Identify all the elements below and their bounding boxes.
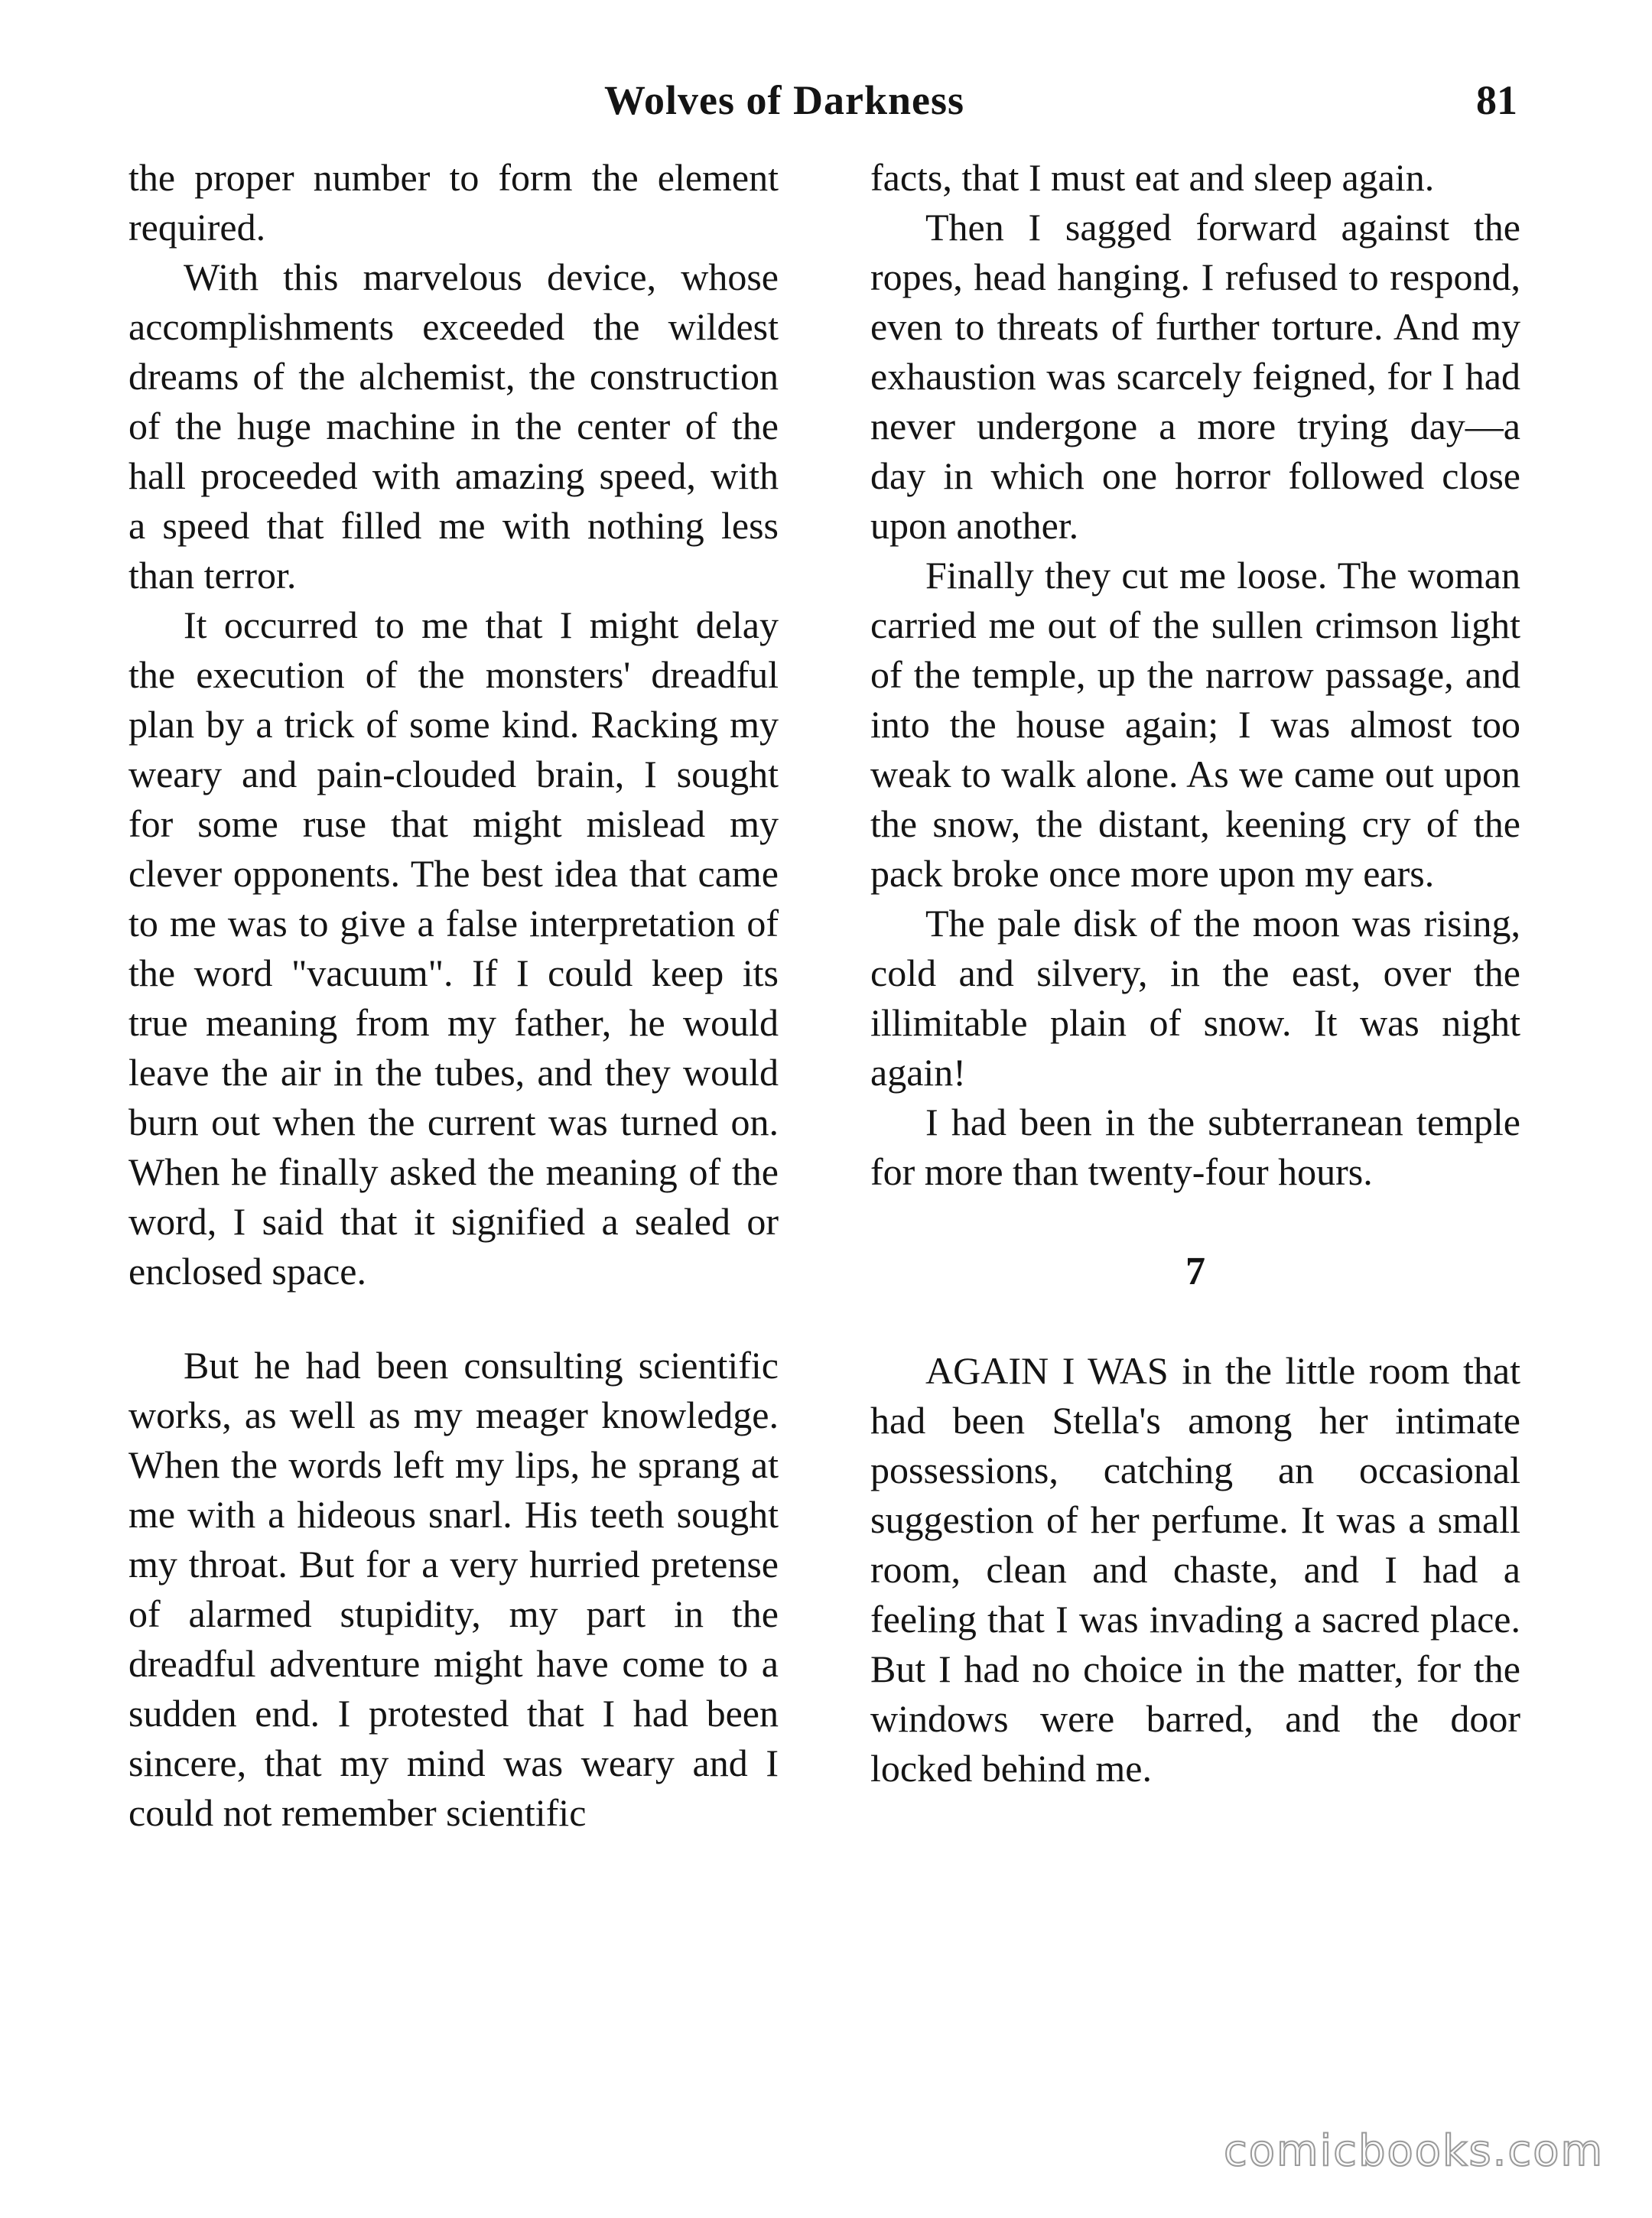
paragraph: With this marvelous device, whose accomplishments exceeded the wildest dreams of the alchemist, the construction of the huge machine in the center of the hall proceeded with amazing speed, with a speed that filled me with nothing less than terror. [128, 255, 779, 597]
running-title: Wolves of Darkness [604, 77, 965, 123]
paragraph: Then I sagged forward against the ropes, head hanging. I refused to respond, even to threats of further torture. And my exhaustion was scarcely feigned, for I had never undergone a more trying day—a day in which one horror followed close upon another. [870, 206, 1520, 547]
page-number: 81 [1476, 77, 1517, 123]
left-column [128, 153, 779, 1838]
paragraph: It occurred to me that I might delay the execution of the monsters' dreadful plan by a trick of some kind. Racking my weary and pain-clouded brain, I sought for some ruse that might mislead my clever opponents. The best idea that came to me was to give a false interpretation of the word "vacuum". If I could keep its true meaning from my father, he would leave the air in the tubes, and they would burn out when the current was turned on. When he finally asked the meaning of the word, I said that it signified a sealed or enclosed space. [128, 603, 779, 1293]
paragraph: I had been in the subterranean temple for more than twenty-four hours. [870, 1101, 1520, 1193]
watermark: comicbooks.com [1224, 2126, 1605, 2176]
paragraph: The pale disk of the moon was rising, cold and silvery, in the east, over the illimitable plain of snow. It was night again! [870, 902, 1520, 1094]
paragraph: facts, that I must eat and sleep again. [870, 156, 1435, 199]
chapter-opening-paragraph: AGAIN I WAS in the little room that had been Stella's among her intimate possessions, catching an occasional suggestion of her perfume. It was a small room, clean and chaste, and I had a feeling that I was invading a sacred place. But I had no choice in the matter, for the windows were barred, and the door locked behind me. [870, 1349, 1520, 1790]
running-head [0, 76, 1530, 145]
paragraph: Finally they cut me loose. The woman carried me out of the sullen crimson light of the temple, up the narrow passage, and into the house again; I was almost too weak to walk alone. As we came out upon the snow, the distant, keening cry of the pack broke once more upon my ears. [870, 554, 1520, 895]
chapter-number: 7 [1185, 1250, 1205, 1293]
right-column [870, 153, 1520, 1794]
section-break [128, 1296, 779, 1341]
paragraph: the proper number to form the element required. [128, 156, 779, 249]
paragraph: But he had been consulting scientific works, as well as my meager knowledge. When the words left my lips, he sprang at me with a hideous snarl. His teeth sought my throat. But for a very hurried pretense of alarmed stupidity, my part in the dreadful adventure might have come to a sudden end. I protested that I had been sincere, that my mind was weary and I could not remember scientific [128, 1344, 779, 1834]
